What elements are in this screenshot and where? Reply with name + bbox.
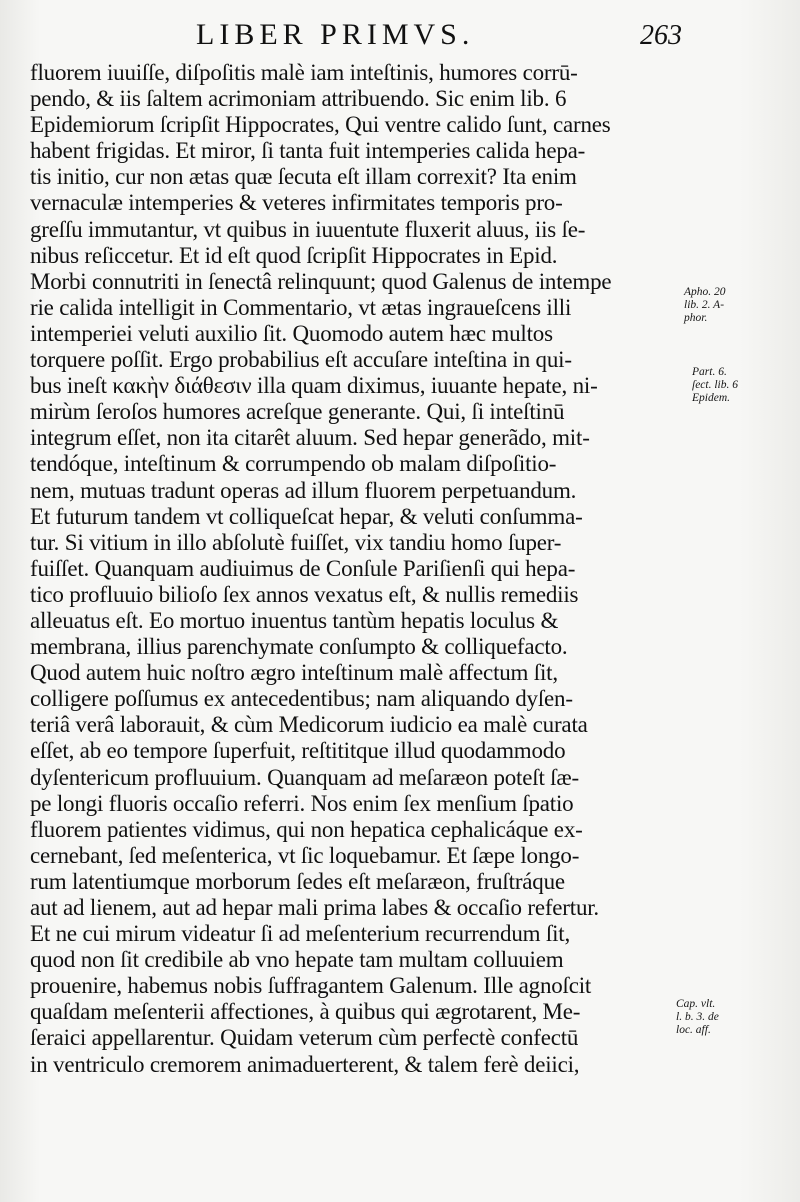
text-line: tis initio, cur non ætas quæ ſecuta eſt illam correxit? Ita enim bbox=[30, 164, 577, 190]
text-line: Quod autem huic noſtro ægro inteſtinum malè affectum ſit, bbox=[30, 660, 558, 686]
text-line: quaſdam meſenterii affectiones, à quibus qui ægrotarent, Me- bbox=[30, 999, 581, 1025]
text-line: membrana, illius parenchymate conſumpto & colliquefacto. bbox=[30, 634, 568, 660]
page-number: 263 bbox=[640, 20, 682, 51]
text-line: in ventriculo cremorem animaduerterent, & talem ferè deiici, bbox=[30, 1051, 580, 1077]
marginal-note-line: Epidem. bbox=[692, 392, 731, 404]
text-line: habent frigidas. Et miror, ſi tanta fuit intemperies calida hepa- bbox=[30, 138, 586, 164]
text-line: rum latentiumque morborum ſedes eſt meſaræon, fruſtráque bbox=[30, 868, 565, 894]
text-line: tendóque, inteſtinum & corrumpendo ob malam diſpoſitio- bbox=[30, 451, 557, 477]
text-line: pendo, & iis ſaltem acrimoniam attribuendo. Sic enim lib. 6 bbox=[30, 86, 567, 112]
text-line: greſſu immutantur, vt quibus in iuuentute fluxerit aluus, iis ſe- bbox=[30, 216, 586, 242]
body-text bbox=[30, 60, 710, 1078]
running-head: LIBER PRIMVS. bbox=[196, 18, 475, 51]
marginal-note-3 bbox=[676, 998, 719, 1037]
text-line: Morbi connutriti in ſenectâ relinquunt; quod Galenus de intempe bbox=[30, 268, 612, 294]
text-line: mirùm ſeroſos humores acreſque generante. Qui, ſi inteſtinū bbox=[30, 399, 565, 425]
text-line: tico profluuio bilioſo ſex annos vexatus eſt, & nullis remediis bbox=[30, 581, 579, 607]
text-line: ſeraici appellarentur. Quidam veterum cùm perfectè confectū bbox=[30, 1025, 579, 1051]
text-line: Et ne cui mirum videatur ſi ad meſenterium recurrendum ſit, bbox=[30, 921, 571, 947]
marginal-note-2 bbox=[692, 366, 738, 405]
marginal-note-line: phor. bbox=[684, 312, 708, 324]
page-header bbox=[0, 18, 800, 58]
text-line: nibus reſiccetur. Et id eſt quod ſcripſit Hippocrates in Epid. bbox=[30, 242, 558, 268]
marginal-note-line: ſect. lib. 6 bbox=[692, 379, 738, 391]
marginal-note-line: lib. 2. A- bbox=[684, 299, 725, 311]
text-line: aut ad lienem, aut ad hepar mali prima labes & occaſio refertur. bbox=[30, 895, 599, 920]
text-line: alleuatus eſt. Eo mortuo inuentus tantùm hepatis loculus & bbox=[30, 607, 559, 633]
text-line: rie calida intelligit in Commentario, vt ætas ingraueſcens illi bbox=[30, 294, 572, 320]
text-line: fuiſſet. Quanquam audiuimus de Conſule Pariſienſi qui hepa- bbox=[30, 555, 576, 581]
text-line: tur. Si vitium in illo abſolutè fuiſſet, vix tandiu homo ſuper- bbox=[30, 529, 562, 555]
text-line: vernaculæ intemperies & veteres infirmitates temporis pro- bbox=[30, 190, 563, 216]
text-line: prouenire, habemus nobis ſuffragantem Galenum. Ille agnoſcit bbox=[30, 973, 592, 999]
marginal-note-line: Cap. vlt. bbox=[676, 998, 716, 1010]
marginal-note-line: Apho. 20 bbox=[684, 286, 726, 298]
text-line: colligere poſſumus ex antecedentibus; nam aliquando dyſen- bbox=[30, 686, 573, 712]
text-line: nem, mutuas tradunt operas ad illum fluorem perpetuandum. bbox=[30, 477, 577, 503]
text-line: bus ineſt κακὴν διάθεσιν illa quam diximus, iuuante hepate, ni- bbox=[30, 373, 598, 399]
text-line: torquere poſſit. Ergo probabilius eſt accuſare inteſtina in qui- bbox=[30, 347, 572, 373]
text-line: integrum eſſet, non ita citarêt aluum. Sed hepar generãdo, mit- bbox=[30, 425, 590, 451]
text-line: eſſet, ab eo tempore ſuperfuit, reſtititque illud quodammodo bbox=[30, 738, 566, 764]
text-line: quod non ſit credibile ab vno hepate tam multam colluuiem bbox=[30, 947, 564, 973]
text-line: teriâ verâ laborauit, & cùm Medicorum iudicio ea malè curata bbox=[30, 712, 588, 738]
text-line: fluorem patientes vidimus, qui non hepatica cephalicáque ex- bbox=[30, 816, 583, 842]
marginal-note-line: l. b. 3. de bbox=[676, 1011, 719, 1023]
text-line: Epidemiorum ſcripſit Hippocrates, Qui ventre calido ſunt, carnes bbox=[30, 112, 611, 138]
text-line: fluorem iuuiſſe, diſpoſitis malè iam inteſtinis, humores corrū- bbox=[30, 60, 578, 85]
text-line: Et futurum tandem vt colliqueſcat hepar, & veluti conſumma- bbox=[30, 503, 583, 529]
marginal-note-line: loc. aff. bbox=[676, 1024, 711, 1036]
text-line: intemperiei veluti auxilio ſit. Quomodo autem hæc multos bbox=[30, 320, 553, 346]
text-line: pe longi fluoris occaſio referri. Nos enim ſex menſium ſpatio bbox=[30, 790, 574, 816]
marginal-note-line: Part. 6. bbox=[692, 366, 727, 378]
marginal-note-1 bbox=[684, 286, 726, 325]
text-line: dyſentericum profluuium. Quanquam ad meſaræon poteſt ſæ- bbox=[30, 764, 579, 790]
text-line: cernebant, ſed meſenterica, vt ſic loquebamur. Et ſæpe longo- bbox=[30, 842, 580, 868]
